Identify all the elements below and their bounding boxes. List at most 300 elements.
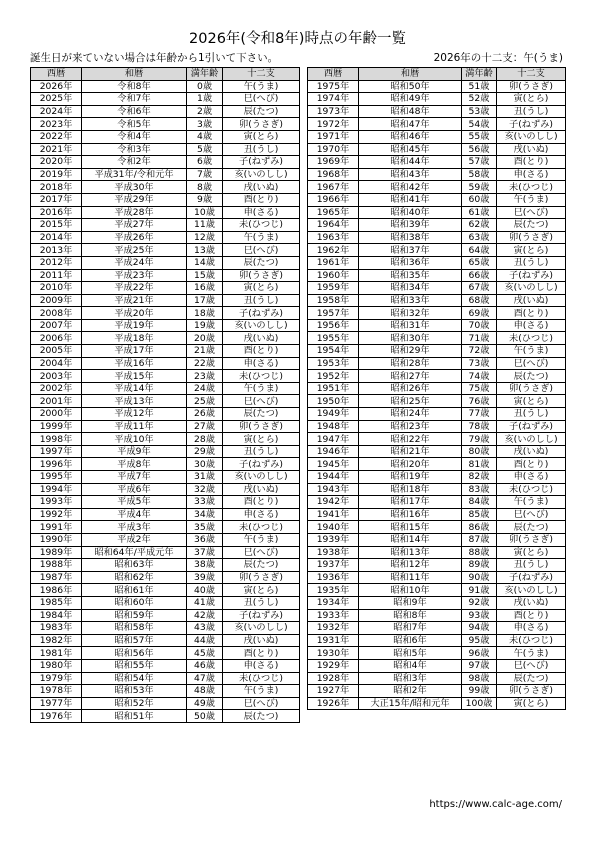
table-row [31, 244, 300, 257]
cell-seireki: 1979年 [31, 672, 82, 685]
cell-age: 100歳 [462, 697, 497, 710]
cell-age: 97歳 [462, 659, 497, 672]
table-row [31, 143, 300, 156]
cell-wareki: 昭和18年 [359, 483, 462, 496]
cell-seireki: 2011年 [31, 269, 82, 282]
cell-seireki: 2005年 [31, 345, 82, 358]
cell-wareki: 平成14年 [82, 382, 187, 395]
cell-zodiac: 寅(とら) [497, 93, 566, 106]
cell-zodiac: 辰(たつ) [223, 105, 300, 118]
cell-seireki: 1996年 [31, 458, 82, 471]
cell-seireki: 1953年 [308, 357, 359, 370]
cell-seireki: 1939年 [308, 533, 359, 546]
cell-age: 50歳 [187, 710, 223, 723]
cell-wareki: 平成6年 [82, 483, 187, 496]
cell-age: 40歳 [187, 584, 223, 597]
table-row [31, 256, 300, 269]
cell-seireki: 2024年 [31, 105, 82, 118]
cell-zodiac: 巳(へび) [223, 395, 300, 408]
cell-wareki: 昭和58年 [82, 622, 187, 635]
table-row [308, 458, 566, 471]
cell-age: 60歳 [462, 193, 497, 206]
cell-zodiac: 巳(へび) [497, 508, 566, 521]
cell-seireki: 1991年 [31, 521, 82, 534]
cell-zodiac: 酉(とり) [497, 609, 566, 622]
cell-age: 74歳 [462, 370, 497, 383]
cell-zodiac: 丑(うし) [223, 143, 300, 156]
header-age: 満年齢 [187, 68, 223, 81]
cell-age: 48歳 [187, 685, 223, 698]
cell-zodiac: 戌(いぬ) [223, 634, 300, 647]
cell-age: 47歳 [187, 672, 223, 685]
cell-age: 44歳 [187, 634, 223, 647]
cell-seireki: 1935年 [308, 584, 359, 597]
cell-seireki: 2017年 [31, 193, 82, 206]
cell-seireki: 2003年 [31, 370, 82, 383]
cell-wareki: 昭和43年 [359, 168, 462, 181]
cell-wareki: 平成19年 [82, 319, 187, 332]
cell-age: 5歳 [187, 143, 223, 156]
table-row [308, 596, 566, 609]
cell-seireki: 1951年 [308, 382, 359, 395]
cell-seireki: 1970年 [308, 143, 359, 156]
cell-wareki: 平成21年 [82, 294, 187, 307]
cell-age: 35歳 [187, 521, 223, 534]
table-row [31, 80, 300, 93]
cell-seireki: 2004年 [31, 357, 82, 370]
cell-zodiac: 子(ねずみ) [223, 458, 300, 471]
cell-age: 80歳 [462, 445, 497, 458]
cell-age: 94歳 [462, 622, 497, 635]
cell-wareki: 平成16年 [82, 357, 187, 370]
cell-wareki: 昭和46年 [359, 130, 462, 143]
cell-age: 36歳 [187, 533, 223, 546]
cell-age: 22歳 [187, 357, 223, 370]
table-row [31, 420, 300, 433]
cell-zodiac: 辰(たつ) [223, 559, 300, 572]
table-row [31, 546, 300, 559]
cell-age: 46歳 [187, 659, 223, 672]
table-row [308, 445, 566, 458]
cell-seireki: 2016年 [31, 206, 82, 219]
table-row [308, 609, 566, 622]
cell-wareki: 昭和3年 [359, 672, 462, 685]
cell-seireki: 2010年 [31, 282, 82, 295]
cell-wareki: 昭和61年 [82, 584, 187, 597]
cell-seireki: 1971年 [308, 130, 359, 143]
cell-wareki: 昭和4年 [359, 659, 462, 672]
cell-wareki: 平成30年 [82, 181, 187, 194]
cell-zodiac: 酉(とり) [497, 307, 566, 320]
table-row [31, 105, 300, 118]
cell-wareki: 昭和36年 [359, 256, 462, 269]
cell-seireki: 1942年 [308, 496, 359, 509]
cell-wareki: 昭和55年 [82, 659, 187, 672]
cell-wareki: 昭和17年 [359, 496, 462, 509]
cell-seireki: 1947年 [308, 433, 359, 446]
cell-age: 20歳 [187, 332, 223, 345]
cell-age: 3歳 [187, 118, 223, 131]
cell-zodiac: 酉(とり) [223, 647, 300, 660]
cell-seireki: 1956年 [308, 319, 359, 332]
cell-zodiac: 午(うま) [497, 496, 566, 509]
table-row [308, 105, 566, 118]
cell-zodiac: 亥(いのしし) [497, 433, 566, 446]
table-row [31, 206, 300, 219]
cell-wareki: 昭和15年 [359, 521, 462, 534]
cell-wareki: 平成3年 [82, 521, 187, 534]
table-row [308, 433, 566, 446]
table-body-right [308, 80, 566, 710]
cell-seireki: 1936年 [308, 571, 359, 584]
cell-zodiac: 戌(いぬ) [223, 332, 300, 345]
cell-wareki: 昭和52年 [82, 697, 187, 710]
cell-age: 65歳 [462, 256, 497, 269]
cell-wareki: 昭和49年 [359, 93, 462, 106]
cell-wareki: 昭和33年 [359, 294, 462, 307]
table-row [31, 433, 300, 446]
cell-age: 26歳 [187, 408, 223, 421]
cell-wareki: 昭和22年 [359, 433, 462, 446]
cell-seireki: 1982年 [31, 634, 82, 647]
cell-seireki: 2001年 [31, 395, 82, 408]
cell-wareki: 昭和10年 [359, 584, 462, 597]
cell-zodiac: 辰(たつ) [497, 672, 566, 685]
cell-wareki: 令和6年 [82, 105, 187, 118]
cell-seireki: 1934年 [308, 596, 359, 609]
table-row [308, 193, 566, 206]
table-row [308, 496, 566, 509]
table-row [31, 395, 300, 408]
cell-zodiac: 酉(とり) [497, 156, 566, 169]
cell-zodiac: 未(ひつじ) [223, 219, 300, 232]
cell-wareki: 令和7年 [82, 93, 187, 106]
cell-seireki: 1995年 [31, 471, 82, 484]
cell-wareki: 令和4年 [82, 130, 187, 143]
cell-wareki: 昭和39年 [359, 219, 462, 232]
cell-seireki: 1962年 [308, 244, 359, 257]
cell-age: 1歳 [187, 93, 223, 106]
table-row [31, 659, 300, 672]
cell-age: 76歳 [462, 395, 497, 408]
cell-wareki: 昭和34年 [359, 282, 462, 295]
cell-zodiac: 子(ねずみ) [223, 307, 300, 320]
cell-seireki: 1931年 [308, 634, 359, 647]
table-row [31, 609, 300, 622]
cell-seireki: 2023年 [31, 118, 82, 131]
cell-seireki: 1943年 [308, 483, 359, 496]
table-row [31, 307, 300, 320]
cell-wareki: 昭和37年 [359, 244, 462, 257]
cell-wareki: 平成24年 [82, 256, 187, 269]
cell-age: 93歳 [462, 609, 497, 622]
cell-wareki: 昭和59年 [82, 609, 187, 622]
cell-seireki: 1957年 [308, 307, 359, 320]
table-row [308, 395, 566, 408]
cell-age: 4歳 [187, 130, 223, 143]
cell-wareki: 昭和23年 [359, 420, 462, 433]
cell-zodiac: 申(さる) [223, 508, 300, 521]
header-seireki: 西暦 [31, 68, 82, 81]
cell-seireki: 1969年 [308, 156, 359, 169]
cell-zodiac: 未(ひつじ) [497, 181, 566, 194]
cell-wareki: 昭和7年 [359, 622, 462, 635]
cell-age: 49歳 [187, 697, 223, 710]
cell-zodiac: 巳(へび) [497, 206, 566, 219]
cell-zodiac: 子(ねずみ) [497, 420, 566, 433]
table-row [308, 319, 566, 332]
cell-zodiac: 卯(うさぎ) [497, 382, 566, 395]
cell-age: 15歳 [187, 269, 223, 282]
table-row [31, 269, 300, 282]
cell-seireki: 1926年 [308, 697, 359, 710]
cell-wareki: 昭和12年 [359, 559, 462, 572]
cell-zodiac: 辰(たつ) [497, 370, 566, 383]
table-row [308, 168, 566, 181]
cell-zodiac: 子(ねずみ) [497, 118, 566, 131]
cell-seireki: 1972年 [308, 118, 359, 131]
cell-age: 33歳 [187, 496, 223, 509]
cell-wareki: 昭和41年 [359, 193, 462, 206]
cell-zodiac: 酉(とり) [223, 345, 300, 358]
cell-seireki: 2022年 [31, 130, 82, 143]
cell-age: 99歳 [462, 685, 497, 698]
table-row [31, 294, 300, 307]
cell-zodiac: 丑(うし) [497, 256, 566, 269]
table-row [31, 231, 300, 244]
cell-seireki: 2009年 [31, 294, 82, 307]
cell-seireki: 2007年 [31, 319, 82, 332]
table-row [308, 672, 566, 685]
cell-age: 84歳 [462, 496, 497, 509]
cell-wareki: 昭和50年 [359, 80, 462, 93]
cell-seireki: 1961年 [308, 256, 359, 269]
table-row [308, 584, 566, 597]
cell-wareki: 平成25年 [82, 244, 187, 257]
header-age: 満年齢 [462, 68, 497, 81]
cell-zodiac: 戌(いぬ) [497, 294, 566, 307]
cell-zodiac: 午(うま) [497, 193, 566, 206]
cell-zodiac: 申(さる) [223, 357, 300, 370]
cell-wareki: 昭和51年 [82, 710, 187, 723]
cell-zodiac: 巳(へび) [223, 93, 300, 106]
table-row [31, 193, 300, 206]
cell-seireki: 1960年 [308, 269, 359, 282]
cell-zodiac: 酉(とり) [497, 458, 566, 471]
table-row [308, 659, 566, 672]
cell-wareki: 昭和53年 [82, 685, 187, 698]
cell-seireki: 1932年 [308, 622, 359, 635]
cell-zodiac: 酉(とり) [223, 193, 300, 206]
table-header-row [31, 68, 300, 81]
cell-age: 42歳 [187, 609, 223, 622]
cell-zodiac: 丑(うし) [223, 596, 300, 609]
cell-age: 38歳 [187, 559, 223, 572]
table-row [31, 521, 300, 534]
table-row [308, 533, 566, 546]
table-row [31, 382, 300, 395]
cell-zodiac: 卯(うさぎ) [497, 685, 566, 698]
cell-age: 72歳 [462, 345, 497, 358]
cell-wareki: 昭和42年 [359, 181, 462, 194]
cell-wareki: 昭和5年 [359, 647, 462, 660]
cell-age: 75歳 [462, 382, 497, 395]
cell-zodiac: 午(うま) [497, 345, 566, 358]
table-row [31, 596, 300, 609]
cell-zodiac: 申(さる) [223, 659, 300, 672]
cell-wareki: 令和5年 [82, 118, 187, 131]
table-row [308, 357, 566, 370]
cell-zodiac: 未(ひつじ) [497, 634, 566, 647]
cell-zodiac: 丑(うし) [497, 559, 566, 572]
cell-wareki: 平成11年 [82, 420, 187, 433]
cell-wareki: 昭和44年 [359, 156, 462, 169]
cell-age: 12歳 [187, 231, 223, 244]
cell-wareki: 平成7年 [82, 471, 187, 484]
cell-wareki: 昭和47年 [359, 118, 462, 131]
cell-age: 17歳 [187, 294, 223, 307]
cell-zodiac: 辰(たつ) [497, 521, 566, 534]
cell-age: 41歳 [187, 596, 223, 609]
table-row [31, 471, 300, 484]
cell-seireki: 1948年 [308, 420, 359, 433]
cell-seireki: 1976年 [31, 710, 82, 723]
table-row [31, 496, 300, 509]
table-row [308, 307, 566, 320]
table-row [31, 647, 300, 660]
cell-wareki: 昭和13年 [359, 546, 462, 559]
cell-zodiac: 子(ねずみ) [497, 571, 566, 584]
birthday-note: 誕生日が来ていない場合は年齢から1引いて下さい。 [30, 52, 279, 64]
cell-seireki: 1944年 [308, 471, 359, 484]
cell-wareki: 令和2年 [82, 156, 187, 169]
cell-age: 98歳 [462, 672, 497, 685]
cell-wareki: 昭和35年 [359, 269, 462, 282]
cell-age: 19歳 [187, 319, 223, 332]
cell-age: 2歳 [187, 105, 223, 118]
cell-age: 23歳 [187, 370, 223, 383]
cell-age: 89歳 [462, 559, 497, 572]
cell-wareki: 平成28年 [82, 206, 187, 219]
cell-zodiac: 申(さる) [223, 206, 300, 219]
cell-wareki: 昭和32年 [359, 307, 462, 320]
cell-seireki: 2018年 [31, 181, 82, 194]
cell-age: 24歳 [187, 382, 223, 395]
site-url[interactable]: https://www.calc-age.com/ [429, 799, 562, 810]
cell-wareki: 大正15年/昭和元年 [359, 697, 462, 710]
cell-seireki: 1927年 [308, 685, 359, 698]
cell-seireki: 1946年 [308, 445, 359, 458]
cell-wareki: 昭和24年 [359, 408, 462, 421]
cell-age: 9歳 [187, 193, 223, 206]
cell-age: 6歳 [187, 156, 223, 169]
cell-zodiac: 子(ねずみ) [497, 269, 566, 282]
cell-wareki: 平成22年 [82, 282, 187, 295]
cell-zodiac: 丑(うし) [497, 408, 566, 421]
cell-age: 88歳 [462, 546, 497, 559]
cell-age: 90歳 [462, 571, 497, 584]
table-row [31, 458, 300, 471]
table-row [31, 559, 300, 572]
cell-seireki: 2025年 [31, 93, 82, 106]
table-row [31, 445, 300, 458]
table-row [308, 130, 566, 143]
table-row [31, 130, 300, 143]
cell-wareki: 昭和14年 [359, 533, 462, 546]
cell-seireki: 1950年 [308, 395, 359, 408]
cell-seireki: 1963年 [308, 231, 359, 244]
cell-zodiac: 寅(とら) [497, 395, 566, 408]
cell-age: 52歳 [462, 93, 497, 106]
cell-wareki: 平成23年 [82, 269, 187, 282]
table-row [31, 634, 300, 647]
table-row [31, 584, 300, 597]
cell-wareki: 平成12年 [82, 408, 187, 421]
table-row [31, 622, 300, 635]
table-row [308, 483, 566, 496]
cell-wareki: 昭和8年 [359, 609, 462, 622]
cell-zodiac: 辰(たつ) [497, 219, 566, 232]
table-row [308, 622, 566, 635]
table-row [308, 559, 566, 572]
cell-age: 68歳 [462, 294, 497, 307]
table-row [31, 219, 300, 232]
cell-zodiac: 亥(いのしし) [497, 282, 566, 295]
table-row [31, 408, 300, 421]
cell-seireki: 1941年 [308, 508, 359, 521]
table-row [308, 181, 566, 194]
cell-seireki: 1973年 [308, 105, 359, 118]
table-row [31, 332, 300, 345]
cell-wareki: 令和8年 [82, 80, 187, 93]
cell-wareki: 昭和31年 [359, 319, 462, 332]
cell-zodiac: 巳(へび) [223, 697, 300, 710]
cell-wareki: 平成4年 [82, 508, 187, 521]
cell-age: 91歳 [462, 584, 497, 597]
cell-zodiac: 子(ねずみ) [223, 609, 300, 622]
cell-wareki: 平成9年 [82, 445, 187, 458]
cell-wareki: 昭和56年 [82, 647, 187, 660]
cell-age: 29歳 [187, 445, 223, 458]
cell-age: 14歳 [187, 256, 223, 269]
table-row [308, 156, 566, 169]
cell-wareki: 昭和2年 [359, 685, 462, 698]
cell-zodiac: 申(さる) [497, 168, 566, 181]
cell-zodiac: 寅(とら) [497, 546, 566, 559]
cell-age: 0歳 [187, 80, 223, 93]
table-row [308, 420, 566, 433]
table-row [31, 319, 300, 332]
cell-seireki: 2002年 [31, 382, 82, 395]
cell-wareki: 昭和21年 [359, 445, 462, 458]
table-row [31, 685, 300, 698]
table-row [308, 571, 566, 584]
cell-seireki: 1928年 [308, 672, 359, 685]
cell-age: 34歳 [187, 508, 223, 521]
cell-age: 64歳 [462, 244, 497, 257]
cell-age: 66歳 [462, 269, 497, 282]
cell-zodiac: 寅(とら) [497, 697, 566, 710]
cell-zodiac: 亥(いのしし) [223, 622, 300, 635]
table-row [31, 508, 300, 521]
cell-zodiac: 卯(うさぎ) [497, 533, 566, 546]
table-row [308, 219, 566, 232]
cell-wareki: 昭和45年 [359, 143, 462, 156]
cell-seireki: 2020年 [31, 156, 82, 169]
cell-seireki: 1967年 [308, 181, 359, 194]
cell-seireki: 1993年 [31, 496, 82, 509]
cell-zodiac: 卯(うさぎ) [223, 571, 300, 584]
